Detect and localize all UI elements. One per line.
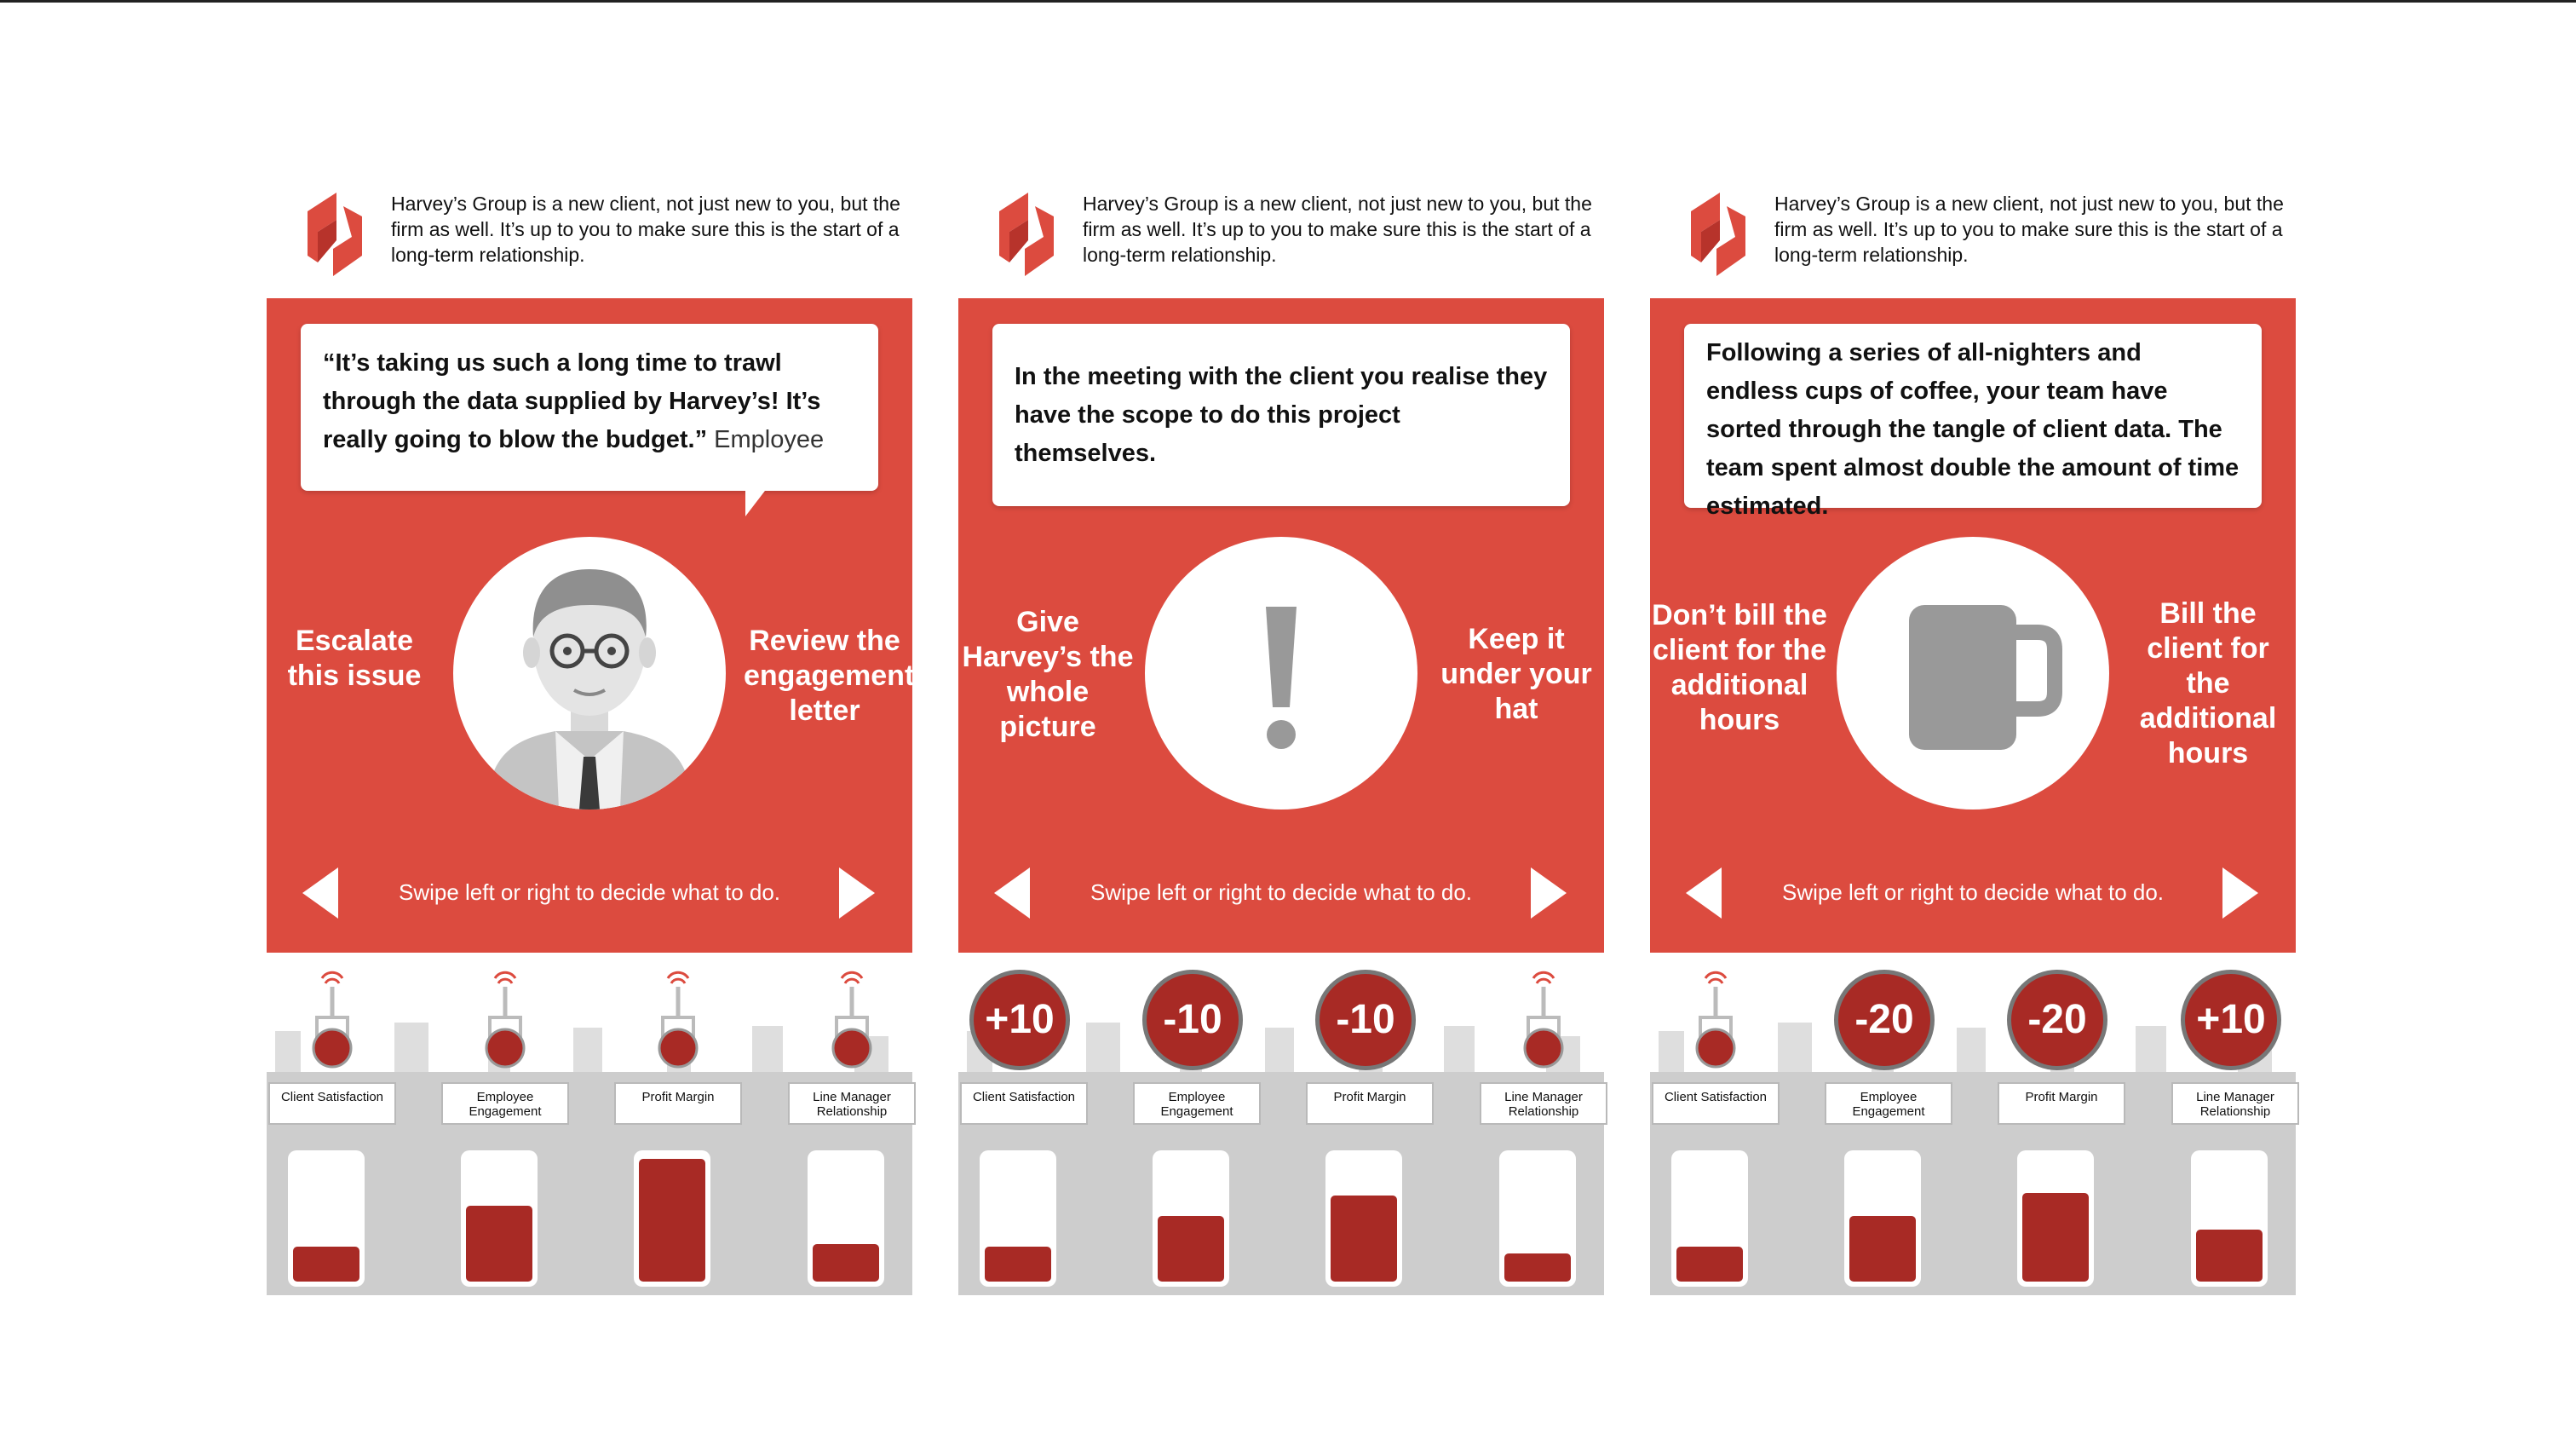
stats-section bbox=[1650, 963, 2296, 1300]
right-option[interactable]: Bill the client for the additional hours bbox=[2139, 597, 2277, 769]
swipe-hint: Swipe left or right to decide what to do. bbox=[398, 879, 781, 905]
swipe-hint: Swipe left or right to decide what to do. bbox=[1090, 879, 1473, 905]
stat-client-satisfaction bbox=[264, 963, 400, 1295]
stat-meter-fill bbox=[1158, 1216, 1224, 1282]
stat-meter bbox=[1325, 1150, 1402, 1287]
decision-card[interactable] bbox=[958, 298, 1604, 953]
stat-label: Employee Engagement bbox=[1133, 1082, 1261, 1125]
stat-meter-fill bbox=[1676, 1247, 1743, 1282]
decision-card[interactable] bbox=[1650, 298, 2296, 953]
stat-profit-margin bbox=[1993, 963, 2130, 1295]
stat-label: Line Manager Relationship bbox=[1480, 1082, 1607, 1125]
panel-header bbox=[267, 179, 912, 298]
scenario-illustration bbox=[1145, 537, 1417, 810]
stat-label: Client Satisfaction bbox=[268, 1082, 396, 1125]
stat-label: Profit Margin bbox=[1306, 1082, 1434, 1125]
stat-delta-badge: +10 bbox=[969, 970, 1070, 1070]
stat-meter bbox=[2191, 1150, 2268, 1287]
speech-bubble bbox=[1684, 324, 2262, 520]
intro-text: Harvey’s Group is a new client, not just new to you, but the firm as well. It’s up to you to make sure this is the start of a long-term relationship. bbox=[391, 193, 900, 266]
stat-label: Client Satisfaction bbox=[1652, 1082, 1780, 1125]
swipe-right-arrow-icon[interactable] bbox=[1531, 867, 1567, 919]
top-border bbox=[0, 0, 2576, 3]
stat-client-satisfaction bbox=[1647, 963, 1784, 1295]
stat-label: Line Manager Relationship bbox=[788, 1082, 916, 1125]
scenario-prompt: In the meeting with the client you realise they have the scope to do this project themselves. bbox=[1015, 363, 1548, 467]
stat-meter-fill bbox=[813, 1244, 879, 1282]
stat-meter-fill bbox=[1504, 1253, 1571, 1282]
scenario-panel-2 bbox=[958, 179, 1604, 1300]
swipe-right-arrow-icon[interactable] bbox=[2222, 867, 2258, 919]
stat-meter bbox=[1499, 1150, 1576, 1287]
left-option[interactable]: Escalate this issue bbox=[287, 625, 422, 692]
decision-card[interactable] bbox=[267, 298, 915, 953]
swipe-hint: Swipe left or right to decide what to do. bbox=[1781, 879, 2165, 905]
right-option[interactable]: Keep it under your hat bbox=[1440, 623, 1592, 725]
exclamation-icon bbox=[1145, 537, 1417, 810]
right-option[interactable]: Review the engagement letter bbox=[744, 625, 915, 727]
swipe-controls bbox=[958, 861, 1604, 920]
stat-line-manager-relationship bbox=[1475, 963, 1612, 1295]
employee-avatar-icon bbox=[453, 537, 726, 810]
stat-label: Profit Margin bbox=[1998, 1082, 2125, 1125]
stat-meter bbox=[461, 1150, 538, 1287]
panel-header bbox=[1650, 179, 2296, 298]
left-option[interactable]: Give Harvey’s the whole picture bbox=[962, 606, 1134, 743]
stat-delta-badge: -10 bbox=[1315, 970, 1416, 1070]
stat-delta-badge: -20 bbox=[2007, 970, 2107, 1070]
stat-label: Profit Margin bbox=[614, 1082, 742, 1125]
stat-delta-badge: -10 bbox=[1142, 970, 1243, 1070]
scenario-illustration bbox=[453, 537, 726, 810]
stat-meter-fill bbox=[1849, 1216, 1916, 1282]
scenario-panel-1 bbox=[267, 179, 915, 1300]
stat-meter-fill bbox=[466, 1206, 532, 1282]
radio-tower-icon bbox=[471, 966, 539, 1077]
panel-header bbox=[958, 179, 1604, 298]
stat-meter-fill bbox=[639, 1159, 705, 1282]
radio-tower-icon bbox=[818, 966, 886, 1077]
left-option[interactable]: Don’t bill the client for the additional hours bbox=[1652, 599, 1827, 736]
stat-meter bbox=[1671, 1150, 1748, 1287]
speech-bubble bbox=[992, 324, 1570, 506]
stat-label: Employee Engagement bbox=[441, 1082, 569, 1125]
coffee-mug-icon bbox=[1837, 537, 2109, 810]
stats-section bbox=[958, 963, 1604, 1300]
stat-employee-engagement bbox=[1129, 963, 1265, 1295]
intro-text: Harvey’s Group is a new client, not just new to you, but the firm as well. It’s up to you to make sure this is the start of a long-term relationship. bbox=[1083, 193, 1592, 266]
scenario-panel-3 bbox=[1650, 179, 2296, 1300]
swipe-right-arrow-icon[interactable] bbox=[839, 867, 875, 919]
radio-tower-icon bbox=[644, 966, 712, 1077]
stat-meter-fill bbox=[293, 1247, 359, 1282]
stat-delta-badge: +10 bbox=[2181, 970, 2281, 1070]
radio-tower-icon bbox=[298, 966, 366, 1077]
radio-tower-icon bbox=[1682, 966, 1750, 1077]
stat-label: Employee Engagement bbox=[1825, 1082, 1952, 1125]
scenario-prompt: “It’s taking us such a long time to trawl through the data supplied by Harvey’s! It’s really going to blow the budget.” bbox=[323, 349, 821, 453]
speech-bubble bbox=[301, 324, 878, 491]
firm-logo-icon bbox=[292, 187, 377, 281]
stat-meter-fill bbox=[2022, 1193, 2089, 1282]
stat-meter bbox=[980, 1150, 1056, 1287]
stat-client-satisfaction bbox=[956, 963, 1092, 1295]
stat-meter bbox=[634, 1150, 710, 1287]
stat-meter-fill bbox=[2196, 1230, 2263, 1282]
firm-logo-icon bbox=[1676, 187, 1761, 281]
speech-bubble-tail bbox=[745, 487, 768, 516]
stat-meter bbox=[1153, 1150, 1229, 1287]
stat-meter bbox=[2017, 1150, 2094, 1287]
stat-line-manager-relationship bbox=[2167, 963, 2303, 1295]
stat-line-manager-relationship bbox=[784, 963, 920, 1295]
stat-delta-badge: -20 bbox=[1834, 970, 1935, 1070]
stat-employee-engagement bbox=[437, 963, 573, 1295]
stat-meter bbox=[808, 1150, 884, 1287]
stat-label: Client Satisfaction bbox=[960, 1082, 1088, 1125]
swipe-controls bbox=[1650, 861, 2296, 920]
stat-meter-fill bbox=[1331, 1196, 1397, 1282]
swipe-controls bbox=[267, 861, 912, 920]
firm-logo-icon bbox=[984, 187, 1069, 281]
stat-meter bbox=[288, 1150, 365, 1287]
stat-profit-margin bbox=[1302, 963, 1438, 1295]
scenario-prompt: Following a series of all-nighters and endless cups of coffee, your team have sorted through the tangle of client data. The team spent almost double the amount of time estimated. bbox=[1706, 339, 2240, 520]
stat-profit-margin bbox=[610, 963, 746, 1295]
scenario-illustration bbox=[1837, 537, 2109, 810]
radio-tower-icon bbox=[1509, 966, 1578, 1077]
speaker-label: Employee bbox=[714, 426, 825, 453]
stat-meter-fill bbox=[985, 1247, 1051, 1282]
stats-section bbox=[267, 963, 912, 1300]
intro-text: Harvey’s Group is a new client, not just new to you, but the firm as well. It’s up to you to make sure this is the start of a long-term relationship. bbox=[1774, 193, 2284, 266]
stat-label: Line Manager Relationship bbox=[2171, 1082, 2299, 1125]
stat-employee-engagement bbox=[1820, 963, 1957, 1295]
stat-meter bbox=[1844, 1150, 1921, 1287]
